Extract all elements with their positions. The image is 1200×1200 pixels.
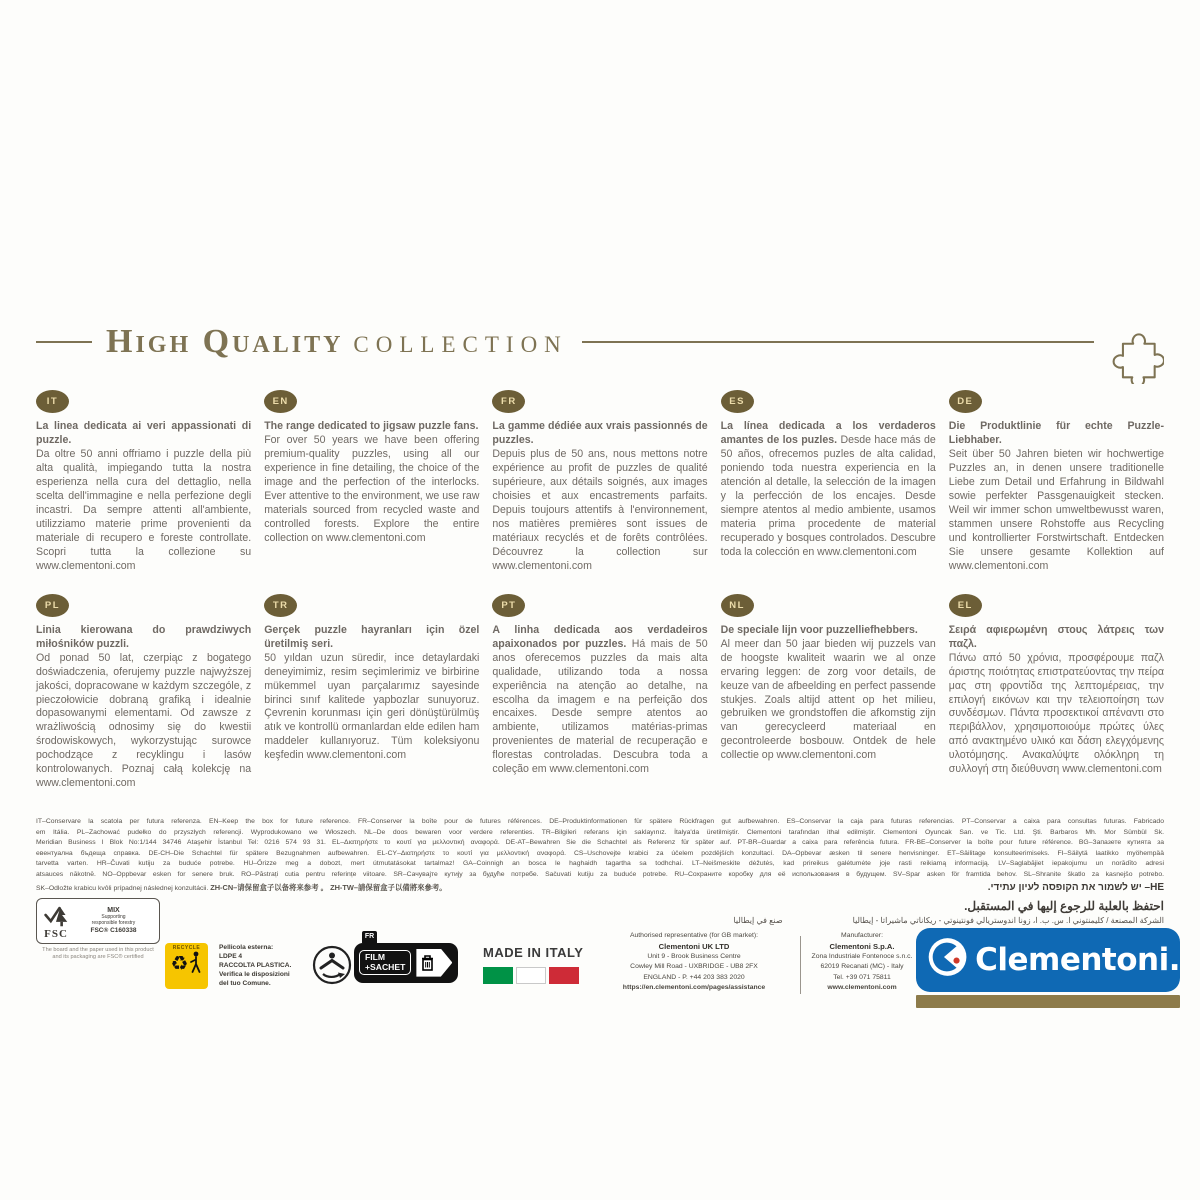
- lang-badge-it: IT: [36, 390, 69, 413]
- collection-title-main: High Quality: [106, 323, 344, 360]
- fineprint-line: евентуална бъдеща справка. DE-CH–Die Schachtel für spätere Bezugnahmen aufbewahren. EL-CY–Διατηρήστε το κουτί για μελλοντική αναφορά. CS–Uschovejte krabici za účelem pozdějších konzultací. DA–Opbevar æsken til senere henvisninger. ET–Säilitage konsulteerimiseks. FI–Säilytä laatikko myöhempää: [36, 849, 1164, 857]
- lang-block-nl: [721, 594, 936, 792]
- lang-block-es: [721, 390, 936, 574]
- uk-address-line: ENGLAND - P. +44 203 383 2020: [643, 973, 745, 981]
- lang-heading-pt: A linha dedicada aos verdadeiros apaixonados por puzzles.: [492, 623, 708, 650]
- lang-badge-fr: FR: [492, 390, 525, 413]
- fsc-sub1: Supporting: [101, 914, 126, 921]
- fr-country-tab: FR: [362, 931, 377, 943]
- lang-heading-de: Die Produktlinie für echte Puzzle- Liebhaber.: [948, 420, 1164, 446]
- manufacturer-address-line: Tel. +39 071 75811: [833, 973, 891, 981]
- tidyman-icon: [189, 951, 202, 975]
- arabic-manufacturer-line: الشركة المصنعة / كليمنتوني ا. س. ب. ا، زونا اندوستريالي فونتينوتي - ريكاناتي ماشيراتا - إيطاليا: [852, 915, 1164, 925]
- fsc-mix-label: MIX: [107, 907, 120, 915]
- italian-flag-icon: [483, 967, 583, 984]
- made-in-italy: [483, 945, 583, 984]
- lang-body-tr: 50 yıldan uzun süredir, ince detaylardaki deneyimimiz, resim seçimlerimiz ve birbirine mükemmel uyan parçalarımız sayesinde birinci sınıf kalitede yapbozlar sunuyoruz. Çevrenin korunması için geri dönüştürülmüş atık ve kontrollü ormanlardan elde edilen ham maddeler kullanıyoruz. Tüm koleksiyonu keşfedin www.clementoni.com: [264, 651, 480, 762]
- lang-body-pt: Há mais de 50 anos oferecemos puzzles da mais alta qualidade, utilizando toda a nossa experiência na atenção ao detalhe, na escolha da imagem e na perfeição dos encaixes. Desde sempre atentos ao ambiente, utilizamos matérias-primas provenientes de material de recuperação e florestas controladas. Descubra toda a coleção em www.clementoni.com: [492, 637, 708, 776]
- lang-heading-es: La línea dedicada a los verdaderos amantes de los puzles.: [720, 420, 936, 446]
- lang-body-es: Desde hace más de 50 años, ofrecemos puzles de alta calidad, poniendo toda nuestra experiencia en la atención al detalle, la selección de la imagen y la perfección de los encajes. Desde siempre atentos al medio ambiente, usamos materia prima procedente de material recuperado y bosques controlados. Descubre toda la colección en www.clementoni.com: [720, 433, 936, 558]
- arabic-made-in-italy: صنع في إيطاليا: [733, 915, 783, 925]
- sorting-arrow: [416, 949, 452, 977]
- lang-block-fr: [492, 390, 707, 574]
- fineprint-line: atsauces nākotnē. NO–Oppbevar esken for senere bruk. RO–Păstrați cutia pentru referințe viitoare. SR–Сачувајте кутију за будуће потребе. Sačuvati kutiju za buduće potrebe. RU–Сохраните коробку для её использования в будущем. SV–Spar asken för framtida behov. SL–Shranite škatlo za kasnejšo potrebo.: [36, 870, 1164, 878]
- lang-heading-tr: Gerçek puzzle hayranları için özel üretilmiş seri.: [264, 623, 480, 650]
- clementoni-wordmark: Clementoni.: [975, 941, 1180, 978]
- lang-block-pl: [36, 594, 251, 792]
- lang-badge-de: DE: [949, 390, 982, 413]
- fineprint-line-sk-zh: SK–Odložte krabicu kvôli prípadnej následnej konzultácii. ZH-CN–请保留盒子以备将来参考 。 ZH-TW–請保留盒子以備將來參考。: [36, 883, 447, 893]
- uk-assistance-url: https://en.clementoni.com/pages/assistance: [622, 983, 766, 991]
- collection-header: [36, 312, 1164, 372]
- fineprint-line: tarvetta varten. HR–Čuvati kutiju za buduće potrebe. HU–Őrizze meg a dobozt, mert útmutatásokat tartalmaz! GA–Coinnigh an bosca le haghaidh tagartha sa todhchaí. LT–Neišmeskite dėžutės, kad prireikus galėtumėte joje rasti reikiamą informaciją. LV–Saglabājiet iepakojumu un norādīto adresi: [36, 860, 1164, 868]
- lang-heading-fr: La gamme dédiée aux vrais passionnés de puzzles.: [492, 420, 708, 446]
- clementoni-logo: [916, 928, 1180, 1008]
- fsc-code: FSC® C160338: [90, 927, 137, 935]
- fsc-tree-check-icon: [43, 902, 69, 928]
- made-in-italy-label: MADE IN ITALY: [483, 944, 584, 960]
- lang-heading-el: Σειρά αφιερωμένη στους λάτρεις των παζλ.: [948, 623, 1164, 650]
- lang-heading-it: La linea dedicata ai veri appassionati di puzzle.: [36, 420, 252, 446]
- lang-block-pt: [492, 594, 707, 792]
- lang-badge-en: EN: [264, 390, 297, 413]
- sachet-label: +SACHET: [365, 961, 406, 972]
- fineprint-cjk: ZH-CN–请保留盒子以备将来参考 。 ZH-TW–請保留盒子以備將來參考。: [210, 883, 447, 893]
- lang-badge-es: ES: [721, 390, 754, 413]
- logo-gold-bar: [916, 995, 1180, 1008]
- fsc-sub2: responsible forestry: [91, 920, 136, 927]
- lang-block-el: [949, 594, 1164, 792]
- fineprint-line: Meridian Business I Blok No:1/144 34746 Ataşehir İstanbul Tel: 0216 574 93 31. EL–Διατηρήστε το κουτί για μελλοντική αναφορά. DE-AT–Bewahren Sie die Schachtel als Referenz für später auf. PT-BR–Guardar a caixa para referência futura. FR-BE–Conserver la boîte pour future référence. BG–Запазете кутията за: [36, 839, 1164, 847]
- manufacturer-name: Clementoni S.p.A.: [829, 941, 895, 951]
- manufacturer-title: Manufacturer:: [841, 931, 883, 939]
- recycling-symbol-icon: ♻: [170, 950, 189, 975]
- header-rule-right: [582, 341, 1094, 343]
- fsc-caption-1: The board and the paper used in this product: [42, 946, 154, 953]
- fsc-wordmark: FSC: [44, 927, 68, 940]
- lang-block-en: [264, 390, 479, 574]
- fineprint-line: em Itália. PL–Zachować pudełko do przyszłych referencji. Wyprodukowano we Włoszech. NL–De doos bewaren voor verdere referenties. TR–Bilgileri referans için saklayınız. İtalya'da üretilmiştir. Clementoni tarafından ithal edilmiştir. Clementoni Oyuncak San. ve Tic. Ltd. Şti. Barbaros Mh. Mor Sümbül Sk.: [36, 828, 1164, 836]
- lang-block-de: [949, 390, 1164, 574]
- trash-bin-icon: [420, 954, 435, 972]
- lang-badge-tr: TR: [264, 594, 297, 617]
- triman-icon: [312, 945, 352, 985]
- film-label: FILM: [365, 952, 386, 963]
- lang-badge-pt: PT: [492, 594, 525, 617]
- manufacturer-url: www.clementoni.com: [827, 983, 897, 991]
- fineprint-line: IT–Conservare la scatola per futura referenza. EN–Keep the box for future reference. FR–Conserver la boîte pour de futures références. DE–Produktinformationen für spätere Rückfragen gut aufbewahren. ES–Conservar la caja para futuras referencias. PT–Conservar a caixa para consultas futuras. Fabricado: [36, 818, 1164, 826]
- lang-body-en: For over 50 years we have been offering premium-quality puzzles, using all our experience in fine detailing, the choice of the image and the perfection of the interlocks. Ever attentive to the environment, we use raw materials sourced from recycled waste and controlled forests. Explore the entire collection on www.clementoni.com: [264, 433, 480, 544]
- manufacturer-address: [808, 931, 916, 993]
- lang-body-it: Da oltre 50 anni offriamo i puzzle della più alta qualità, impiegando tutta la nostra esperienza nella cura del dettaglio, nella scelta dell'immagine e nella perfezione degli incastri. Da sempre attenti all'ambiente, utilizziamo materie prime provenienti da materiale di recupero e foreste controllate. Scopri tutta la collezione su www.clementoni.com: [36, 447, 252, 572]
- plastic-disposal-note: Pellicola esterna: LDPE 4 RACCOLTA PLASTICA. Verifica le disposizioni del tuo Comune.: [219, 943, 292, 988]
- collection-title: [106, 323, 568, 361]
- fsc-caption-2: and its packaging are FSC® certified: [52, 953, 144, 960]
- uk-address-line: Unit 9 - Brook Business Centre: [647, 953, 741, 961]
- lang-badge-nl: NL: [721, 594, 754, 617]
- clementoni-ball-icon: [926, 933, 969, 981]
- lang-heading-nl: De speciale lijn voor puzzelliefhebbers.: [720, 623, 918, 636]
- lang-block-tr: [264, 594, 479, 792]
- lang-heading-en: The range dedicated to jigsaw puzzle fans.: [264, 420, 479, 432]
- collection-title-sub: COLLECTION: [353, 332, 568, 357]
- fineprint-hebrew: HE– יש לשמור את הקופסה לעיון עתידי.: [987, 882, 1164, 894]
- lang-block-it: [36, 390, 251, 574]
- header-rule-left: [36, 341, 92, 343]
- address-divider: [800, 936, 801, 994]
- uk-address-line: Cowley Mill Road - UXBRIDGE - UB8 2FX: [630, 963, 758, 971]
- puzzle-piece-icon: [1108, 324, 1164, 384]
- fsc-label: [36, 898, 160, 944]
- uk-company-name: Clementoni UK LTD: [658, 941, 730, 951]
- bottom-info-row: [36, 898, 1180, 1048]
- lang-body-de: Seit über 50 Jahren bieten wir hochwertige Puzzles an, in denen unsere traditionelle Liebe zum Detail und Erfahrung in Bildwahl sowie perfekter Passgenauigkeit stecken. Weil wir immer schon umweltbewusst waren, stammen unsere Rohstoffe aus Recycling und kontrollierter Forstwirtschaft. Entdecken Sie unsere gesamte Kollektion auf www.clementoni.com: [948, 447, 1164, 572]
- lang-heading-pl: Linia kierowana do prawdziwych miłośników puzzli.: [36, 623, 252, 650]
- uk-rep-title: Authorised representative (for GB market):: [629, 931, 759, 939]
- lang-badge-pl: PL: [36, 594, 69, 617]
- keep-box-fineprint: [36, 817, 1164, 896]
- fsc-certification: [36, 898, 168, 962]
- recycle-label: RECYCLE: [172, 944, 201, 951]
- lang-body-fr: Depuis plus de 50 ans, nous mettons notre expérience au profit de puzzles de qualité supérieure, aux détails soignés, aux images choisies et aux encastrements parfaits. Depuis toujours attentifs à l'environnement, nos matières premières sont issues de matériaux recyclés et de forêts contrôlées. Découvrez la collection sur www.clementoni.com: [492, 447, 708, 572]
- lang-body-pl: Od ponad 50 lat, czerpiąc z bogatego doświadczenia, oferujemy puzzle najwyższej jakości, dopracowane w każdym szczególe, z pieczołowicie dobraną grafiką i idealnie dopasowanymi elementami. Od zawsze z wrażliwością odnosimy się do kwestii środowiskowych, wykorzystując surowce pochodzące z recyklingu i lasów kontrolowanych. Poznaj całą kolekcję na www.clementoni.com: [36, 651, 252, 790]
- lang-body-nl: Al meer dan 50 jaar bieden wij puzzels van de hoogste kwaliteit waarin we al onze ervaring leggen: de zorg voor details, de keuze van de afbeelding en perfect passende stukjes. Zoals altijd attent op het milieu, gebruiken we grondstoffen die afkomstig zijn van gerecycleerd materiaal en gecontroleerde bosbouw. Ontdek de hele collectie op www.clementoni.com: [720, 637, 936, 762]
- language-blocks: [36, 390, 1164, 791]
- manufacturer-address-line: Zona Industriale Fontenoce s.n.c.: [811, 953, 913, 961]
- uk-representative-address: [588, 931, 800, 993]
- film-sachet-sorting-badge: [354, 931, 458, 983]
- manufacturer-address-line: 62019 Recanati (MC) - Italy: [820, 963, 904, 971]
- arabic-keep-line: احتفظ بالعلبة للرجوع إليها في المستقبل.: [964, 898, 1164, 913]
- lang-badge-el: EL: [949, 594, 982, 617]
- lang-body-el: Πάνω από 50 χρόνια, προσφέρουμε παζλ άριστης ποιότητας επιστρατεύοντας την πείρα μας στη φροντίδα της λεπτομέρειας, την επιλογή εικόνων και την τελειοποίηση των συνδέσμων. Πάντα προσεκτικοί απέναντι στο περιβάλλον, χρησιμοποιούμε πρώτες ύλες από ανακτημένο υλικό και δάση ελεγχόμενης υλοτόμησης. Ανακαλύψτε ολόκληρη τη συλλογή στη διεύθυνση www.clementoni.com: [948, 651, 1164, 776]
- recycle-plastic-icon: [165, 943, 208, 989]
